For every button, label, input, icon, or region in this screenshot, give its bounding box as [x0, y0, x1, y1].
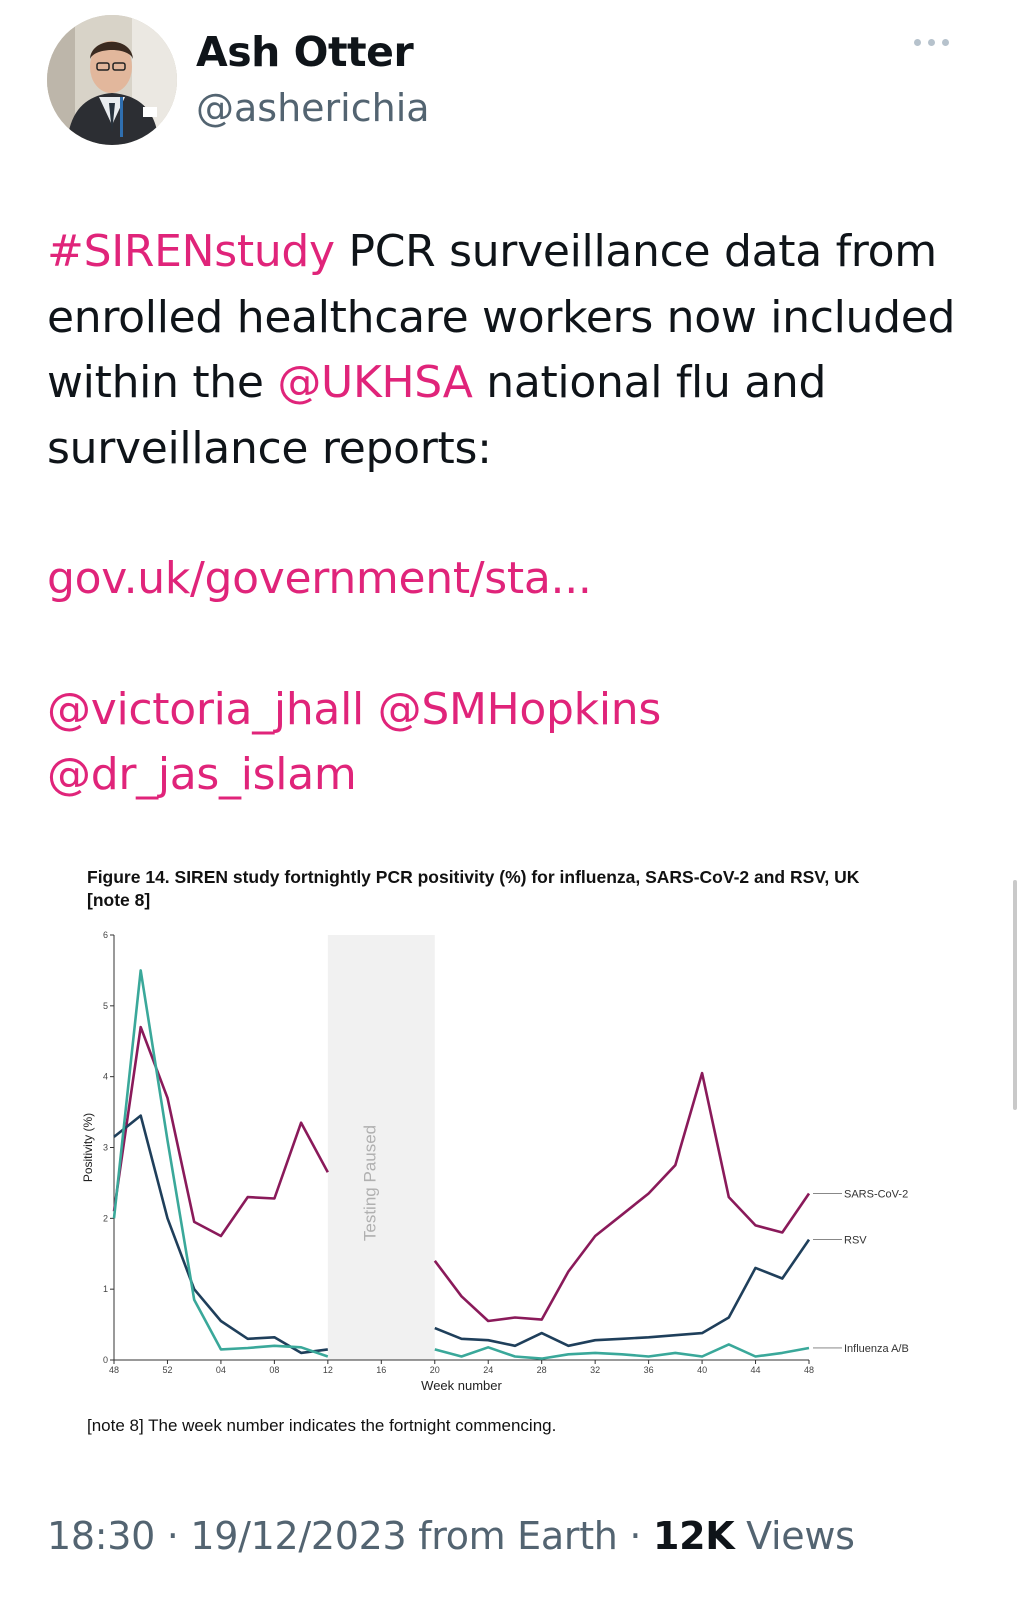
series-line-influenza-a-b: [114, 970, 328, 1356]
meta-separator: ·: [617, 1514, 653, 1558]
x-tick-label: 32: [590, 1365, 601, 1375]
tweet-text: [47, 219, 987, 808]
views-count: 12K: [652, 1514, 735, 1558]
views-label: Views: [734, 1514, 855, 1558]
meta-separator: ·: [155, 1514, 191, 1558]
y-tick-label: 3: [102, 1142, 108, 1153]
x-tick-label: 16: [376, 1365, 387, 1375]
y-tick-label: 4: [102, 1071, 108, 1082]
testing-paused-band: [328, 935, 435, 1360]
x-tick-label: 20: [429, 1365, 440, 1375]
series-line-sars-cov-2: [435, 1073, 809, 1321]
legend-label: RSV: [844, 1234, 867, 1247]
tweet-source: from Earth: [406, 1514, 618, 1558]
series-line-rsv: [435, 1240, 809, 1346]
x-tick-label: 48: [108, 1365, 120, 1375]
x-tick-label: 36: [643, 1365, 654, 1375]
tweet-text-part: national flu and surveillance reports:: [47, 357, 827, 474]
y-tick-label: 0: [102, 1355, 108, 1365]
series-line-influenza-a-b: [435, 1344, 809, 1358]
x-tick-label: 08: [269, 1365, 280, 1375]
x-tick-label: 28: [536, 1365, 547, 1375]
y-tick-label: 2: [102, 1213, 108, 1224]
x-tick-label: 24: [483, 1365, 494, 1375]
x-tick-label: 48: [803, 1365, 815, 1375]
y-tick-label: 1: [102, 1284, 108, 1295]
legend-label: SARS-CoV-2: [844, 1188, 909, 1201]
y-tick-label: 5: [102, 1000, 108, 1011]
avatar-photo: [47, 15, 177, 145]
more-options-icon[interactable]: [912, 30, 952, 54]
tweet-text-part: PCR surveillance data from enrolled healthcare workers now included within the: [47, 226, 956, 408]
mention-link[interactable]: @SMHopkins: [377, 683, 661, 735]
attached-image[interactable]: [47, 848, 957, 1448]
author-handle[interactable]: @asherichia: [196, 86, 430, 130]
line-gap: [47, 481, 987, 546]
avatar[interactable]: [47, 15, 177, 145]
figure-note: [note 8] The week number indicates the fortnight commencing.: [87, 1416, 557, 1435]
x-tick-label: 52: [162, 1365, 173, 1375]
legend-label: Influenza A/B: [844, 1342, 909, 1355]
x-tick-label: 04: [215, 1365, 226, 1375]
author-name[interactable]: Ash Otter: [196, 28, 414, 76]
x-tick-label: 40: [697, 1365, 708, 1375]
url-link[interactable]: gov.uk/government/sta...: [47, 553, 592, 604]
x-tick-label: 44: [750, 1365, 761, 1375]
x-tick-label: 12: [322, 1365, 333, 1375]
line-gap: [47, 612, 987, 677]
mention-link[interactable]: @UKHSA: [277, 357, 473, 408]
testing-paused-label: Testing Paused: [360, 1124, 380, 1242]
tweet-meta: [47, 1514, 855, 1558]
y-axis-label: Positivity (%): [81, 1112, 95, 1183]
x-axis-label: Week number: [421, 1378, 502, 1393]
y-tick-label: 6: [102, 930, 108, 940]
tweet-time[interactable]: 18:30: [47, 1514, 156, 1558]
figure-title: Figure 14. SIREN study fortnightly PCR positivity (%) for influenza, SARS-CoV-2 and RSV, UK [note 8]: [87, 867, 860, 910]
mention-link[interactable]: @victoria_jhall: [47, 683, 364, 735]
scrollbar[interactable]: [1013, 880, 1017, 1110]
tweet-date[interactable]: 19/12/2023: [190, 1514, 407, 1558]
mention-link[interactable]: @dr_jas_islam: [47, 749, 357, 800]
hashtag-link[interactable]: #SIRENstudy: [47, 226, 335, 277]
line-chart: [47, 848, 957, 1408]
